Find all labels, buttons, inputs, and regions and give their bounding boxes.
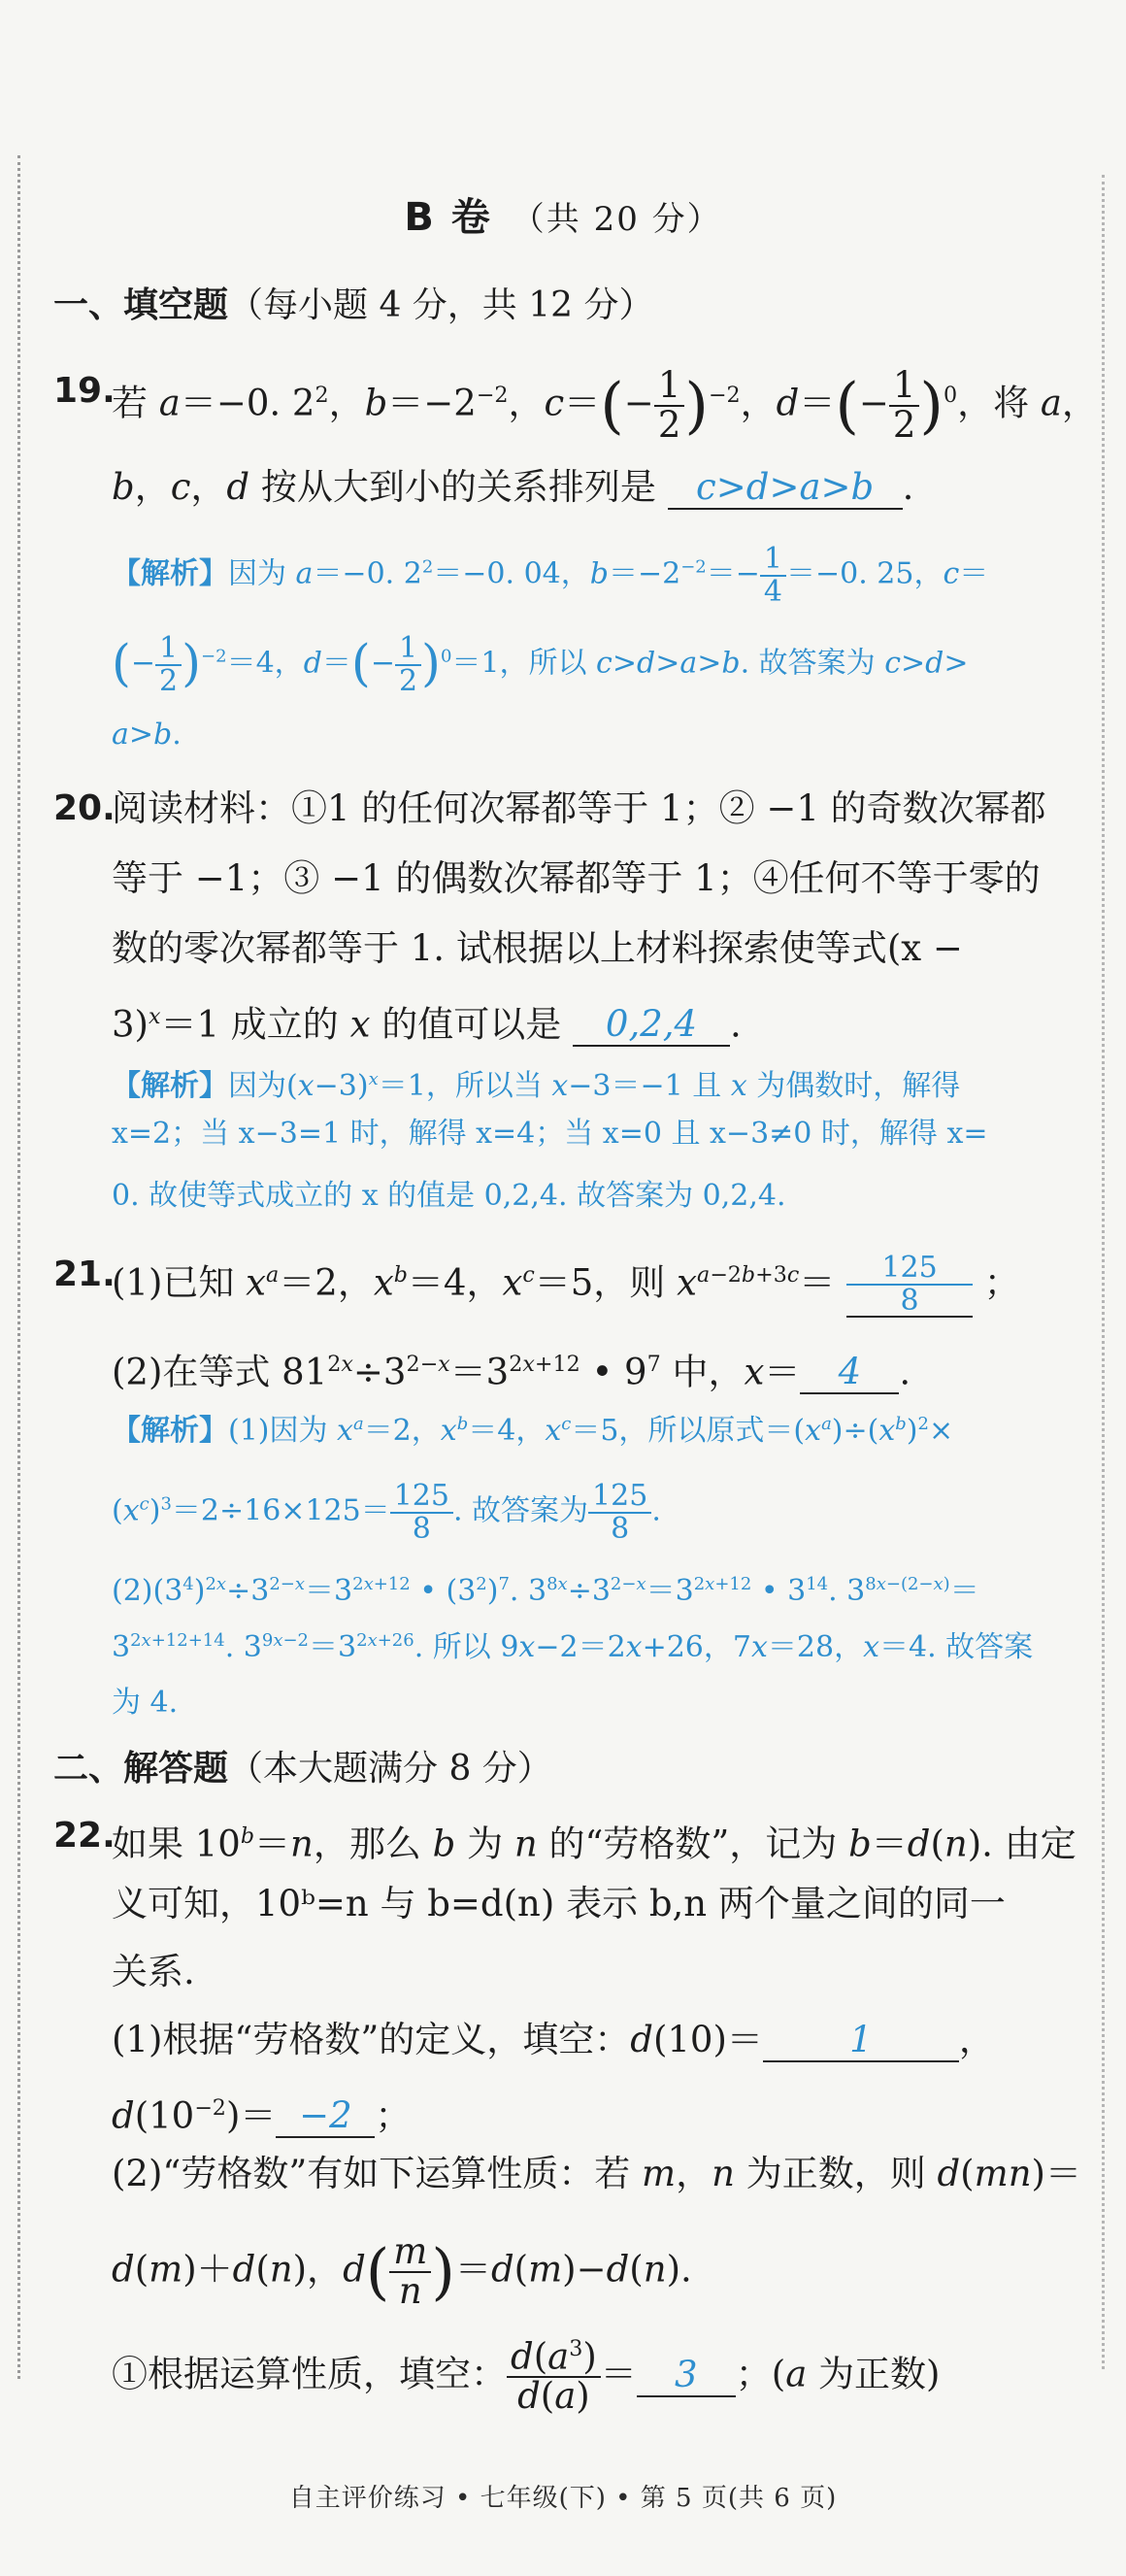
q19-number: 19. xyxy=(53,371,116,411)
q20-line1: 阅读材料：①1 的任何次幂都等于 1；② −1 的奇数次幂都 xyxy=(112,787,1046,829)
section1-label: 一、填空题 xyxy=(53,285,229,325)
q20-line3: 数的零次幂都等于 1. 试根据以上材料探索使等式(x − xyxy=(112,927,963,969)
q22-number: 22. xyxy=(53,1816,116,1856)
q19-solution-line2: (− $\frac{1}{2}$ )$^{-2}$＝4，d＝(− $\frac{1}{2}$ )$^0$＝1，所以 c>d>a>b. 故答案为 c>d> xyxy=(112,631,969,698)
q22-answer2: −2 xyxy=(276,2095,375,2138)
section2-note: （本大题满分 8 分） xyxy=(228,1749,552,1789)
q22-answer3: 3 xyxy=(637,2355,736,2397)
left-dotted-border xyxy=(17,155,20,2379)
q21-solution-line5: 为 4. xyxy=(112,1686,179,1720)
section1-note: （每小题 4 分，共 12 分） xyxy=(228,285,654,325)
section-fill-in xyxy=(53,282,654,330)
q22-part2-line3: ①根据运算性质，填空： $\frac{d(a^3)}{d(a)}$ ＝ 3 ；(a 为正数) xyxy=(112,2335,941,2418)
q20-answer: 0,2,4 xyxy=(573,1004,730,1047)
section2-label: 二、解答题 xyxy=(53,1749,229,1789)
q22-part1-line2: $d(10^{-2})= -2$ ； xyxy=(112,2094,412,2137)
section-answer xyxy=(53,1745,552,1793)
page-footer: 自主评价练习 • 七年级(下) • 第 5 页(共 6 页) xyxy=(288,2484,838,2513)
q21-solution-line3: $(2)(3^4)^{2x}\div 3^{2-x}=3^{2x+12}$ • $(3^2)^7$. $3^{8x}\div 3^{2-x}=3^{2x+12}$ • $3^{14}$. $3^{8x-(2-x)}=$ xyxy=(112,1574,979,1608)
q21-solution-tag: 【解析】 xyxy=(112,1414,228,1448)
q22-part2-line1: (2)“劳格数”有如下运算性质：若 m，n 为正数，则 d(mn)＝ xyxy=(112,2153,1081,2194)
q19-answer: c>d>a>b xyxy=(668,467,903,510)
paper-title xyxy=(0,186,1126,242)
title-main: B 卷 xyxy=(404,195,492,240)
q19-line2: b，c，d 按从大到小的关系排列是 c>d>a>b . xyxy=(112,466,914,508)
q21-number: 21. xyxy=(53,1255,116,1294)
q21-solution-line1: 【解析】(1)因为 $x^a=2$，$x^b=4$，$x^c=5$，所以原式$=(x^a)\div(x^b)^2\times$ xyxy=(112,1414,954,1448)
q22-line3: 关系. xyxy=(112,1951,195,1992)
q21-answer1 xyxy=(846,1253,973,1318)
q21-solution-line4: $3^{2x+12+14}$. $3^{9x-2}=3^{2x+26}$. 所以 9x−2＝2x+26，7x＝28，x＝4. 故答案 xyxy=(112,1630,1034,1664)
q20-line2: 等于 −1；③ −1 的偶数次幂都等于 1；④任何不等于零的 xyxy=(112,857,1041,899)
q21-answer2: 4 xyxy=(800,1352,899,1394)
q20-solution-line1: 【解析】因为$(x-3)^x=1$，所以当 x−3＝−1 且 x 为偶数时，解得 xyxy=(112,1069,961,1103)
title-sub: （共 20 分） xyxy=(511,200,722,239)
q22-part2-line2: d(m)＋d(n)，d( $\frac{m}{n}$ )＝d(m)−d(n). xyxy=(112,2230,692,2312)
q19-solution-line1: 【解析】因为 a＝−0. $2^2=-0$. 04，$b=-2^{-2}=-$ $\frac{1}{4}$ ＝−0. 25，c＝ xyxy=(112,542,989,609)
q21-part1: (1)已知 $x^a=2$，$x^b=4$，$x^c=5$，则 $x^{a-2b+3c}=$ $\frac{125}{8}$ ； xyxy=(112,1251,1020,1318)
q22-part1-line1: (1)根据“劳格数”的定义，填空：d(10)＝ 1 ， xyxy=(112,2019,995,2060)
q22-line1: 如果 $10^b=n$，那么 b 为 n 的“劳格数”，记为 b＝d(n). 由定 xyxy=(112,1823,1076,1865)
q21-answer1-denominator: 8 xyxy=(846,1284,973,1317)
q20-solution-line3: 0. 故使等式成立的 x 的值是 0,2,4. 故答案为 0,2,4. xyxy=(112,1179,786,1213)
q20-solution-tag: 【解析】 xyxy=(112,1069,228,1103)
q22-line2: 义可知，10ᵇ=n 与 b=d(n) 表示 b,n 两个量之间的同一 xyxy=(112,1883,1006,1924)
q21-answer1-numerator: 125 xyxy=(881,1251,938,1286)
q21-part2: (2)在等式 $81^{2x}\div 3^{2-x}=3^{2x+12}$ • $9^7$ 中，x＝ 4 . xyxy=(112,1351,911,1393)
q20-line4: 3)$^x$＝1 成立的 x 的值可以是 0,2,4 . xyxy=(112,1003,742,1046)
q20-number: 20. xyxy=(53,788,116,828)
q21-solution-line2: $(x^c)^3=2\div 16\times 125=$ $\frac{125}{8}$ . 故答案为 $\frac{125}{8}$ . xyxy=(112,1479,661,1546)
q22-answer1: 1 xyxy=(763,2020,959,2062)
q19-solution-tag: 【解析】 xyxy=(112,556,228,591)
q20-solution-line2: x=2；当 x−3=1 时，解得 x=4；当 x=0 且 x−3≠0 时，解得 x= xyxy=(112,1117,988,1151)
q19-solution-line3: a>b. xyxy=(112,718,182,752)
q19-line1: 若 a＝−0. $2^2$，$b=-2^{-2}$，c＝(− $\frac{1}{2}$ )$^{-2}$，d＝(− $\frac{1}{2}$ )$^0$，将 a， xyxy=(112,364,1098,446)
right-dotted-border xyxy=(1102,175,1105,2369)
